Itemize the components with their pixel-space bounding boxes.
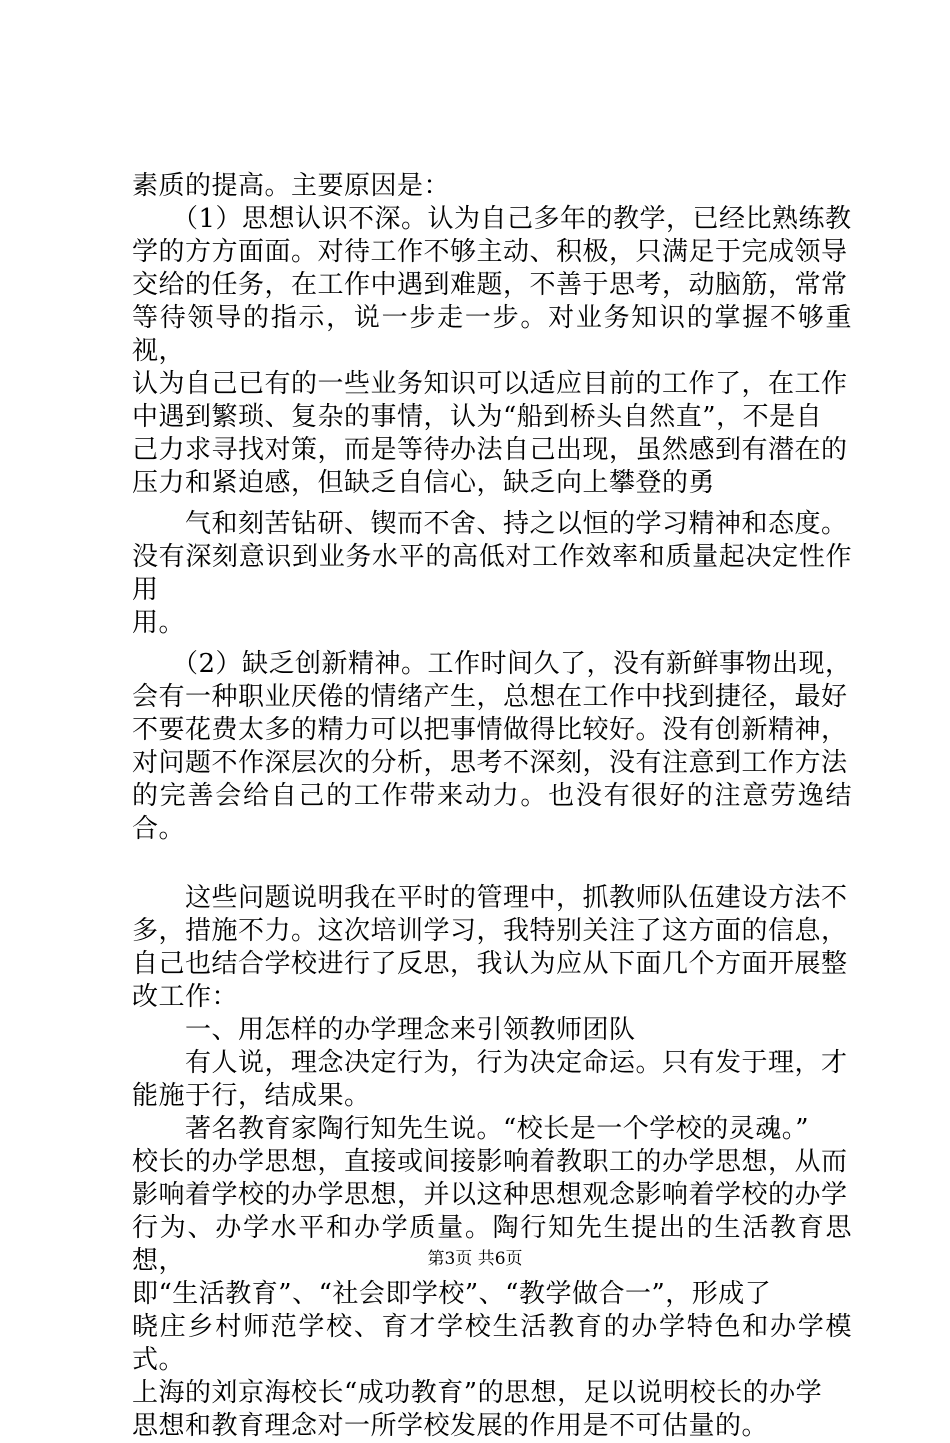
paragraph-innovation: （2）缺乏创新精神。工作时间久了，没有新鲜事物出现， 会有一种职业厌倦的情绪产生，总想在工作中找到捷径，最好 不要花费太多的精力可以把事情做得比较好。没有创新精神， 对问题不作深层次的分析，思考不深刻，没有注意到工作方法 的完善会给自己的工作带来动力。也没有很好的注意劳逸结合。 — [132, 649, 852, 844]
page-footer: 第3页 共6页 — [427, 1249, 523, 1269]
paragraph-causes-intro: 素质的提高。主要原因是： （1）思想认识不深。认为自己多年的教学，已经比熟练教 学的方方面面。对待工作不够主动、积极，只满足于完成领导 交给的任务，在工作中遇到难题，不善于思考，动脑筋，常常 等待领导的指示，说一步走一步。对业务知识的掌握不够重视， 认为自己已有的一些业务知识可以适应目前的工作了，在工作 中遇到繁琐、复杂的事情，认为“船到桥头自然直”，不是自 己力求寻找对策，而是等待办法自己出现，虽然感到有潜在的 压力和紧迫感，但缺乏自信心，缺乏向上攀登的勇 — [132, 171, 852, 498]
paragraph-continuation: 气和刻苦钻研、锲而不舍、持之以恒的学习精神和态度。 没有深刻意识到业务水平的高低对工作效率和质量起决定性作用 用。 — [132, 509, 852, 638]
paragraph-rectification: 这些问题说明我在平时的管理中，抓教师队伍建设方法不 多，措施不力。这次培训学习，我特别关注了这方面的信息， 自己也结合学校进行了反思，我认为应从下面几个方面开展整 改工作： 一、用怎样的办学理念来引领教师团队 有人说，理念决定行为，行为决定命运。只有发于理，才 能施于行，结成果。 著名教育家陶行知先生说。“校长是一个学校的灵魂。” 校长的办学思想，直接或间接影响着教职工的办学思想，从而 影响着学校的办学思想，并以这种思想观念影响着学校的办学 行为、办学水平和办学质量。陶行知先生提出的生活教育思想， 即“生活教育”、“社会即学校”、“教学做合一”，形成了 晓庄乡村师范学校、育才学校生活教育的办学特色和办学模式。 上海的刘京海校长“成功教育”的思想，足以说明校长的办学 思想和教育理念对一所学校发展的作用是不可估量的。 — [132, 883, 852, 1441]
